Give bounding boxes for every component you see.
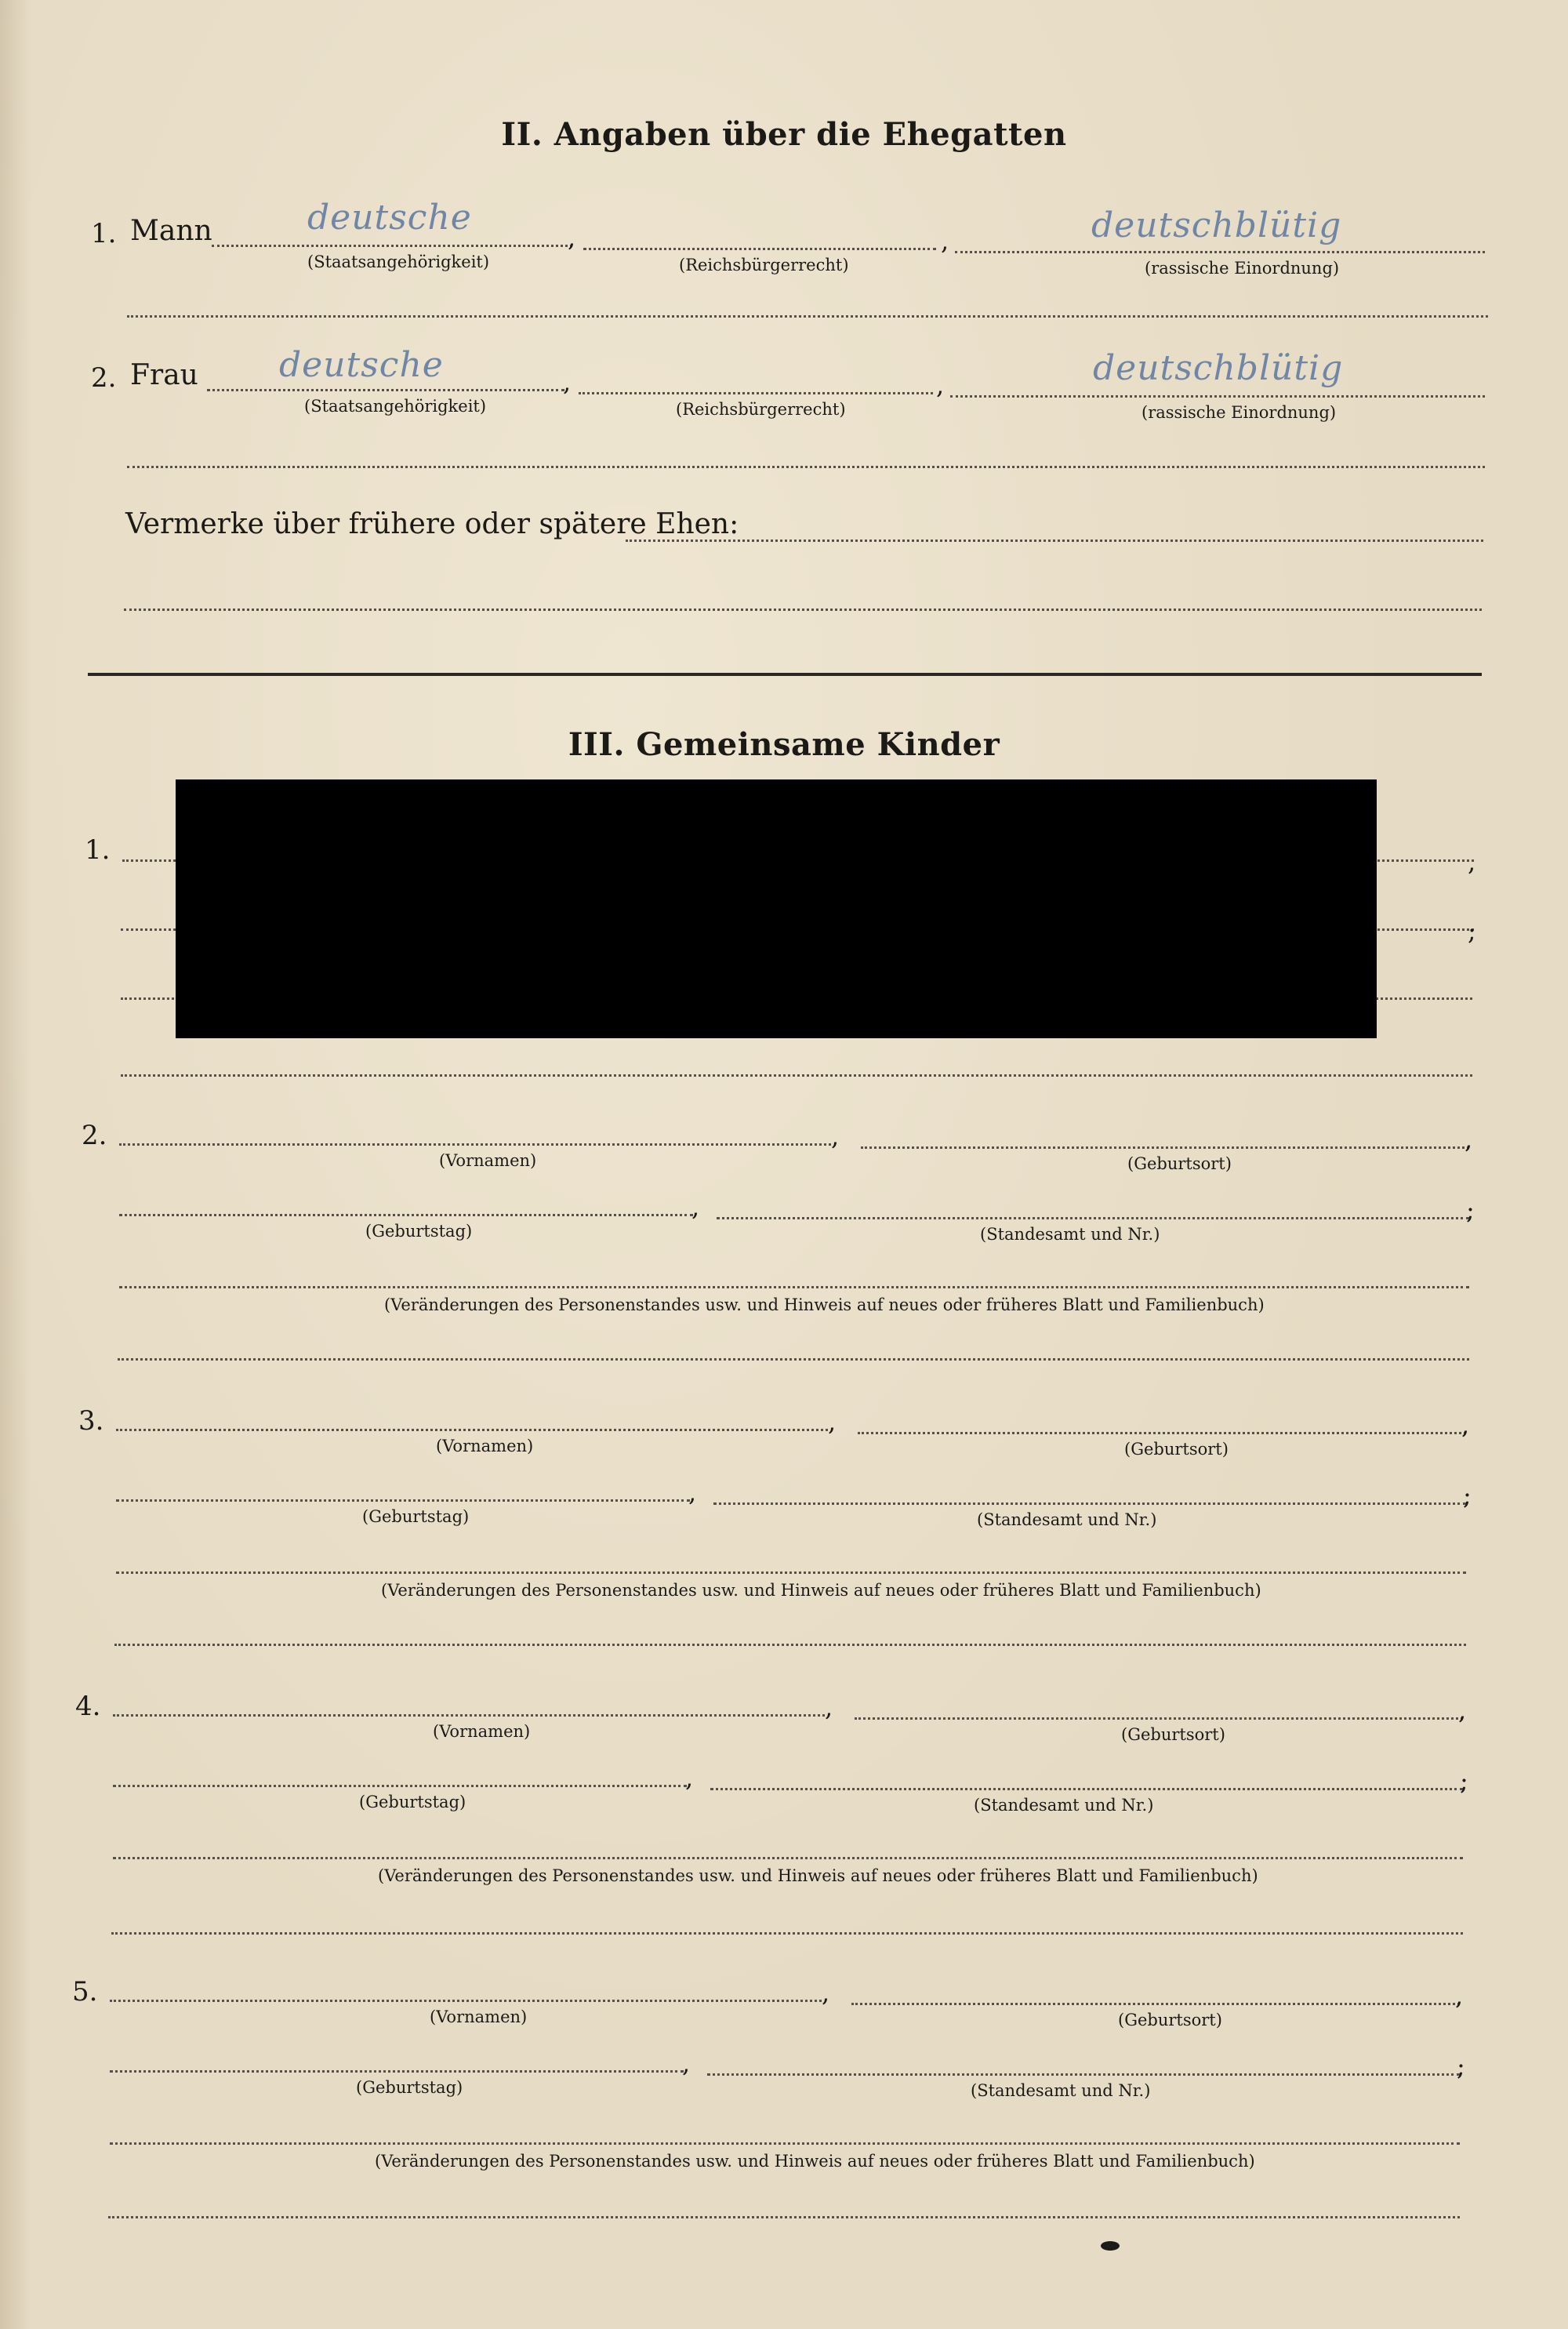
semicolon: ; — [1468, 916, 1476, 946]
caption-veraenderungen: (Veränderungen des Personenstandes usw. und Hinweis auf neues oder früheres Blatt und Familienbuch) — [375, 2152, 1255, 2171]
caption-reichsbuergerrecht: (Reichsbürgerrecht) — [679, 256, 849, 274]
child-4-veraenderungen-line — [113, 1857, 1463, 1859]
comma: , — [825, 1692, 833, 1722]
redaction-box — [176, 779, 1377, 1038]
frau-extra-line — [127, 466, 1485, 468]
vermerke-line-1 — [626, 540, 1483, 542]
caption-geburtstag: (Geburtstag) — [362, 1507, 470, 1526]
child-3-vornamen-line — [116, 1429, 828, 1431]
frau-staat-handwriting: deutsche — [279, 345, 444, 385]
comma: , — [688, 1477, 697, 1507]
child-1-line-4 — [121, 1074, 1472, 1077]
semicolon: ; — [1466, 1195, 1475, 1225]
comma: , — [936, 370, 945, 400]
frau-rasse-line — [950, 395, 1485, 398]
section-divider — [88, 673, 1482, 676]
caption-geburtstag: (Geburtstag) — [356, 2078, 463, 2097]
caption-geburtsort: (Geburtsort) — [1118, 2011, 1222, 2029]
child-3-veraenderungen-line — [116, 1571, 1466, 1574]
child-2-extra-line — [118, 1358, 1469, 1361]
frau-number: 2. — [91, 362, 117, 394]
caption-geburtsort: (Geburtsort) — [1121, 1725, 1225, 1744]
caption-staatsangehoerigkeit: (Staatsangehörigkeit) — [307, 253, 490, 271]
child-2-geburtstag-line — [119, 1214, 693, 1216]
caption-standesamt: (Standesamt und Nr.) — [977, 1510, 1157, 1529]
comma: , — [563, 367, 572, 397]
caption-reichsbuergerrecht: (Reichsbürgerrecht) — [676, 400, 846, 419]
comma: , — [682, 2048, 691, 2078]
child-4-geburtsort-line — [855, 1717, 1463, 1720]
child-4-number: 4. — [75, 1691, 101, 1722]
child-3-geburtsort-line — [858, 1432, 1466, 1434]
caption-vornamen: (Vornamen) — [436, 1437, 534, 1455]
child-5-number: 5. — [72, 1976, 98, 2007]
caption-veraenderungen: (Veränderungen des Personenstandes usw. und Hinweis auf neues oder früheres Blatt und Familienbuch) — [381, 1581, 1261, 1600]
caption-geburtstag: (Geburtstag) — [365, 1222, 473, 1241]
mann-extra-line — [127, 315, 1488, 318]
child-4-vornamen-line — [113, 1714, 825, 1717]
semicolon: ; — [1463, 1481, 1472, 1510]
child-2-veraenderungen-line — [119, 1286, 1469, 1288]
child-5-veraenderungen-line — [110, 2142, 1460, 2145]
semicolon: ; — [1460, 1766, 1468, 1796]
child-2-number: 2. — [82, 1120, 107, 1151]
comma: , — [941, 226, 949, 256]
caption-geburtsort: (Geburtsort) — [1127, 1154, 1232, 1173]
caption-standesamt: (Standesamt und Nr.) — [980, 1225, 1160, 1244]
comma: , — [1458, 1695, 1467, 1725]
comma: , — [1455, 1981, 1464, 2011]
mann-staat-handwriting: deutsche — [307, 198, 472, 238]
child-5-geburtstag-line — [110, 2070, 684, 2073]
mann-rasse-handwriting: deutschblütig — [1091, 205, 1342, 245]
child-5-vornamen-line — [110, 2000, 822, 2002]
mann-reich-line — [583, 248, 936, 250]
mann-rasse-line — [955, 251, 1485, 253]
comma: , — [691, 1192, 700, 1222]
vermerke-line-2 — [124, 609, 1482, 611]
caption-rassische-einordnung: (rassische Einordnung) — [1145, 259, 1340, 278]
ink-blot — [1101, 2241, 1120, 2251]
child-4-standesamt-line — [710, 1788, 1463, 1790]
child-5-standesamt-line — [707, 2073, 1460, 2076]
child-3-standesamt-line — [713, 1502, 1466, 1505]
frau-label: Frau — [130, 359, 198, 391]
comma: , — [1465, 1125, 1473, 1154]
caption-veraenderungen: (Veränderungen des Personenstandes usw. und Hinweis auf neues oder früheres Blatt und Familienbuch) — [378, 1866, 1258, 1885]
frau-rasse-handwriting: deutschblütig — [1093, 348, 1344, 388]
frau-staat-line — [207, 389, 564, 391]
frau-reich-line — [579, 392, 933, 394]
caption-vornamen: (Vornamen) — [433, 1722, 531, 1741]
child-5-geburtsort-line — [851, 2003, 1460, 2005]
child-1-number: 1. — [85, 834, 111, 866]
semicolon: ; — [1457, 2051, 1465, 2081]
section-3-title: III. Gemeinsame Kinder — [568, 726, 1000, 763]
caption-standesamt: (Standesamt und Nr.) — [971, 2081, 1151, 2100]
child-3-extra-line — [114, 1644, 1466, 1646]
comma: , — [568, 223, 576, 253]
caption-geburtsort: (Geburtsort) — [1124, 1440, 1229, 1459]
child-4-extra-line — [111, 1932, 1463, 1935]
caption-vornamen: (Vornamen) — [439, 1151, 537, 1170]
child-4-geburtstag-line — [113, 1785, 687, 1787]
caption-vornamen: (Vornamen) — [430, 2007, 528, 2026]
caption-standesamt: (Standesamt und Nr.) — [974, 1796, 1154, 1815]
mann-staat-line — [212, 245, 572, 247]
comma: , — [831, 1121, 840, 1151]
child-3-number: 3. — [78, 1405, 104, 1437]
child-2-geburtsort-line — [861, 1146, 1469, 1149]
comma: , — [1468, 847, 1476, 877]
comma: , — [828, 1407, 837, 1437]
mann-number: 1. — [91, 218, 117, 249]
comma: , — [1461, 1410, 1470, 1440]
section-2-title: II. Angaben über die Ehegatten — [501, 116, 1067, 153]
child-5-extra-line — [108, 2216, 1460, 2218]
caption-staatsangehoerigkeit: (Staatsangehörigkeit) — [304, 397, 487, 416]
comma: , — [822, 1978, 830, 2007]
child-3-geburtstag-line — [116, 1499, 690, 1502]
child-2-standesamt-line — [717, 1217, 1469, 1219]
mann-label: Mann — [130, 215, 212, 247]
child-2-vornamen-line — [119, 1143, 831, 1146]
comma: , — [685, 1763, 694, 1793]
caption-rassische-einordnung: (rassische Einordnung) — [1142, 403, 1337, 422]
vermerke-label: Vermerke über frühere oder spätere Ehen: — [125, 508, 739, 540]
caption-veraenderungen: (Veränderungen des Personenstandes usw. und Hinweis auf neues oder früheres Blatt und Familienbuch) — [384, 1295, 1265, 1314]
caption-geburtstag: (Geburtstag) — [359, 1793, 466, 1811]
